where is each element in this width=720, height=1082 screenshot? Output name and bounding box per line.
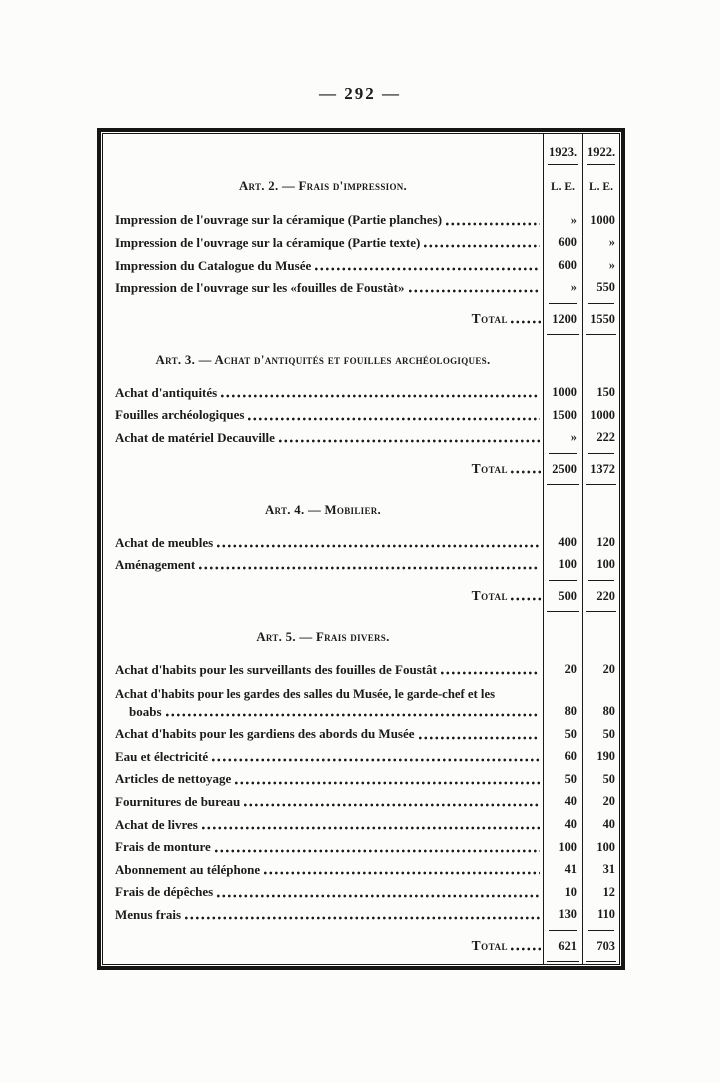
row-label-cell: [103, 745, 543, 768]
row-label: Achat de meubles: [115, 534, 214, 550]
value-1923: 100: [543, 835, 582, 858]
table-row: [103, 722, 619, 745]
row-label: Fouilles archéologiques: [115, 407, 245, 423]
value-1923: »: [543, 276, 582, 299]
section-heading-art4: Art. 4. — Mobilier.: [264, 503, 382, 518]
table-row: [103, 553, 619, 576]
value-1923: »: [543, 208, 582, 231]
table-header-years-row: [103, 134, 619, 168]
row-label-cell: [103, 657, 543, 680]
filler-row: [103, 963, 619, 965]
section-heading-art3: Art. 3. — Achat d'antiquités et fouilles archéologiques.: [155, 353, 491, 368]
row-label: Achat de matériel Decauville: [115, 429, 275, 445]
value-1923: 100: [543, 553, 582, 576]
dot-leader: [511, 947, 541, 951]
value-1923: 10: [543, 880, 582, 903]
table-row: [103, 208, 619, 231]
row-label-cell: [103, 403, 543, 426]
dot-leader: [511, 597, 541, 601]
dot-leader: [166, 713, 540, 717]
section-heading-row: [103, 486, 619, 530]
dot-leader: [511, 470, 541, 474]
dot-leader: [215, 849, 540, 853]
total-1923: 500: [543, 575, 582, 613]
value-1922: 50: [582, 767, 619, 790]
row-label: Menus frais: [115, 907, 182, 923]
value-1922: 20: [582, 790, 619, 813]
total-label: Total: [471, 588, 508, 604]
row-label-line1: Achat d'habits pour les gardes des salles du Musée, le garde-chef et les: [115, 686, 496, 701]
value-1922: 12: [582, 880, 619, 903]
total-label: Total: [471, 938, 508, 954]
value-1923: »: [543, 426, 582, 449]
table-row: [103, 657, 619, 680]
total-row: [103, 448, 619, 486]
total-1923: 2500: [543, 448, 582, 486]
dot-leader: [446, 222, 540, 226]
total-1923: 1200: [543, 298, 582, 336]
value-1922: 110: [582, 903, 619, 926]
total-1922: 1372: [582, 448, 619, 486]
section-heading-art5: Art. 5. — Frais divers.: [256, 630, 390, 645]
row-label-cell: [103, 253, 543, 276]
row-label: Frais de monture: [115, 839, 211, 855]
value-1923: 20: [543, 657, 582, 680]
total-label-cell: [103, 448, 543, 486]
table-row: [103, 380, 619, 403]
budget-table: [102, 133, 620, 965]
dot-leader: [409, 289, 540, 293]
value-1922: 120: [582, 530, 619, 553]
value-1923: 50: [543, 722, 582, 745]
row-label-cell: [103, 276, 543, 299]
value-1923: 40: [543, 790, 582, 813]
total-label-cell: [103, 298, 543, 336]
row-label-cell: [103, 835, 543, 858]
row-label-cell: [103, 812, 543, 835]
section-heading-art3-cell: [103, 336, 543, 380]
row-label-line2: boabs: [129, 703, 162, 719]
section-heading-art5-cell: [103, 613, 543, 657]
value-1922: 100: [582, 553, 619, 576]
row-label-cell: [103, 767, 543, 790]
value-1923: 80: [543, 680, 582, 722]
value-1922: 1000: [582, 403, 619, 426]
row-label: Impression du Catalogue du Musée: [115, 257, 312, 273]
dot-leader: [217, 544, 540, 548]
row-label-cell: [103, 790, 543, 813]
value-1922: 50: [582, 722, 619, 745]
currency-unit-1923: L. E.: [543, 168, 582, 198]
table-row: [103, 426, 619, 449]
table-row: [103, 858, 619, 881]
table-row: [103, 530, 619, 553]
total-1922: 220: [582, 575, 619, 613]
value-1922: 190: [582, 745, 619, 768]
value-1922: 31: [582, 858, 619, 881]
section-heading-art2-cell: [103, 168, 543, 198]
dot-leader: [419, 736, 540, 740]
row-label-cell: [103, 380, 543, 403]
total-1922: 1550: [582, 298, 619, 336]
dot-leader: [199, 566, 540, 570]
value-1922: 20: [582, 657, 619, 680]
budget-table-frame: [97, 128, 625, 970]
dot-leader: [248, 417, 540, 421]
dot-leader: [185, 916, 540, 920]
dot-leader: [264, 871, 540, 875]
value-1923: 1500: [543, 403, 582, 426]
value-1922: 550: [582, 276, 619, 299]
total-label-cell: [103, 925, 543, 963]
value-1922: 40: [582, 812, 619, 835]
spacer-row: [103, 198, 619, 208]
row-label: Achat d'antiquités: [115, 384, 218, 400]
dot-leader: [424, 244, 540, 248]
row-label: Aménagement: [115, 557, 196, 573]
dot-leader: [441, 671, 540, 675]
row-label-cell: [103, 903, 543, 926]
row-label-cell: [103, 858, 543, 881]
value-1923: 1000: [543, 380, 582, 403]
row-label-cell: [103, 553, 543, 576]
section-heading-row: [103, 336, 619, 380]
dot-leader: [244, 803, 540, 807]
row-label-cell: [103, 722, 543, 745]
table-row: [103, 767, 619, 790]
dot-leader: [212, 758, 540, 762]
total-row: [103, 298, 619, 336]
value-1923: 400: [543, 530, 582, 553]
table-row: [103, 745, 619, 768]
row-label: Impression de l'ouvrage sur la céramique (Partie texte): [115, 234, 421, 250]
row-label-cell: [103, 208, 543, 231]
table-row: [103, 812, 619, 835]
value-1923: 130: [543, 903, 582, 926]
value-1923: 40: [543, 812, 582, 835]
table-row: [103, 835, 619, 858]
value-1922: »: [582, 253, 619, 276]
row-label: Frais de dépêches: [115, 884, 214, 900]
dot-leader: [217, 894, 540, 898]
year-1922-header: 1922.: [582, 134, 619, 168]
value-1922: 1000: [582, 208, 619, 231]
value-1922: 100: [582, 835, 619, 858]
header-empty-cell: [103, 134, 543, 168]
table-row: [103, 403, 619, 426]
row-label: Impression de l'ouvrage sur les «fouilles de Foustàt»: [115, 280, 405, 296]
total-row: [103, 575, 619, 613]
total-1923: 621: [543, 925, 582, 963]
total-label: Total: [471, 311, 508, 327]
table-row: [103, 903, 619, 926]
value-1923: 600: [543, 253, 582, 276]
row-label-cell: [103, 426, 543, 449]
total-label-cell: [103, 575, 543, 613]
row-label-cell: [103, 231, 543, 254]
dot-leader: [511, 320, 541, 324]
section-heading-art2: Art. 2. — Frais d'impression.: [238, 179, 408, 193]
table-row: [103, 253, 619, 276]
table-header-units-row: [103, 168, 619, 198]
table-row: [103, 880, 619, 903]
dot-leader: [235, 781, 540, 785]
value-1923: 600: [543, 231, 582, 254]
total-1922: 703: [582, 925, 619, 963]
row-label-cell: [103, 530, 543, 553]
currency-unit-1922: L. E.: [582, 168, 619, 198]
row-label: Abonnement au téléphone: [115, 861, 261, 877]
row-label: Achat d'habits pour les surveillants des fouilles de Foustât: [115, 661, 437, 677]
row-label: Impression de l'ouvrage sur la céramique (Partie planches): [115, 212, 443, 228]
value-1923: 50: [543, 767, 582, 790]
row-label: Fournitures de bureau: [115, 794, 241, 810]
value-1922: 222: [582, 426, 619, 449]
total-row: [103, 925, 619, 963]
value-1923: 60: [543, 745, 582, 768]
section-heading-row: [103, 613, 619, 657]
dot-leader: [221, 394, 540, 398]
value-1922: 80: [582, 680, 619, 722]
table-row: [103, 790, 619, 813]
row-label: Achat d'habits pour les gardiens des abords du Musée: [115, 726, 415, 742]
table-row: [103, 231, 619, 254]
year-1923-header: 1923.: [543, 134, 582, 168]
dot-leader: [315, 267, 540, 271]
row-label-cell: [103, 680, 543, 722]
row-label: Articles de nettoyage: [115, 771, 232, 787]
row-label: Achat de livres: [115, 816, 198, 832]
dot-leader: [202, 826, 540, 830]
dot-leader: [279, 439, 540, 443]
table-row: [103, 276, 619, 299]
table-row-two-line: [103, 680, 619, 722]
value-1923: 41: [543, 858, 582, 881]
row-label: Eau et électricité: [115, 748, 209, 764]
value-1922: 150: [582, 380, 619, 403]
total-label: Total: [471, 461, 508, 477]
section-heading-art4-cell: [103, 486, 543, 530]
value-1922: »: [582, 231, 619, 254]
page-number: — 292 —: [319, 84, 401, 103]
row-label-cell: [103, 880, 543, 903]
